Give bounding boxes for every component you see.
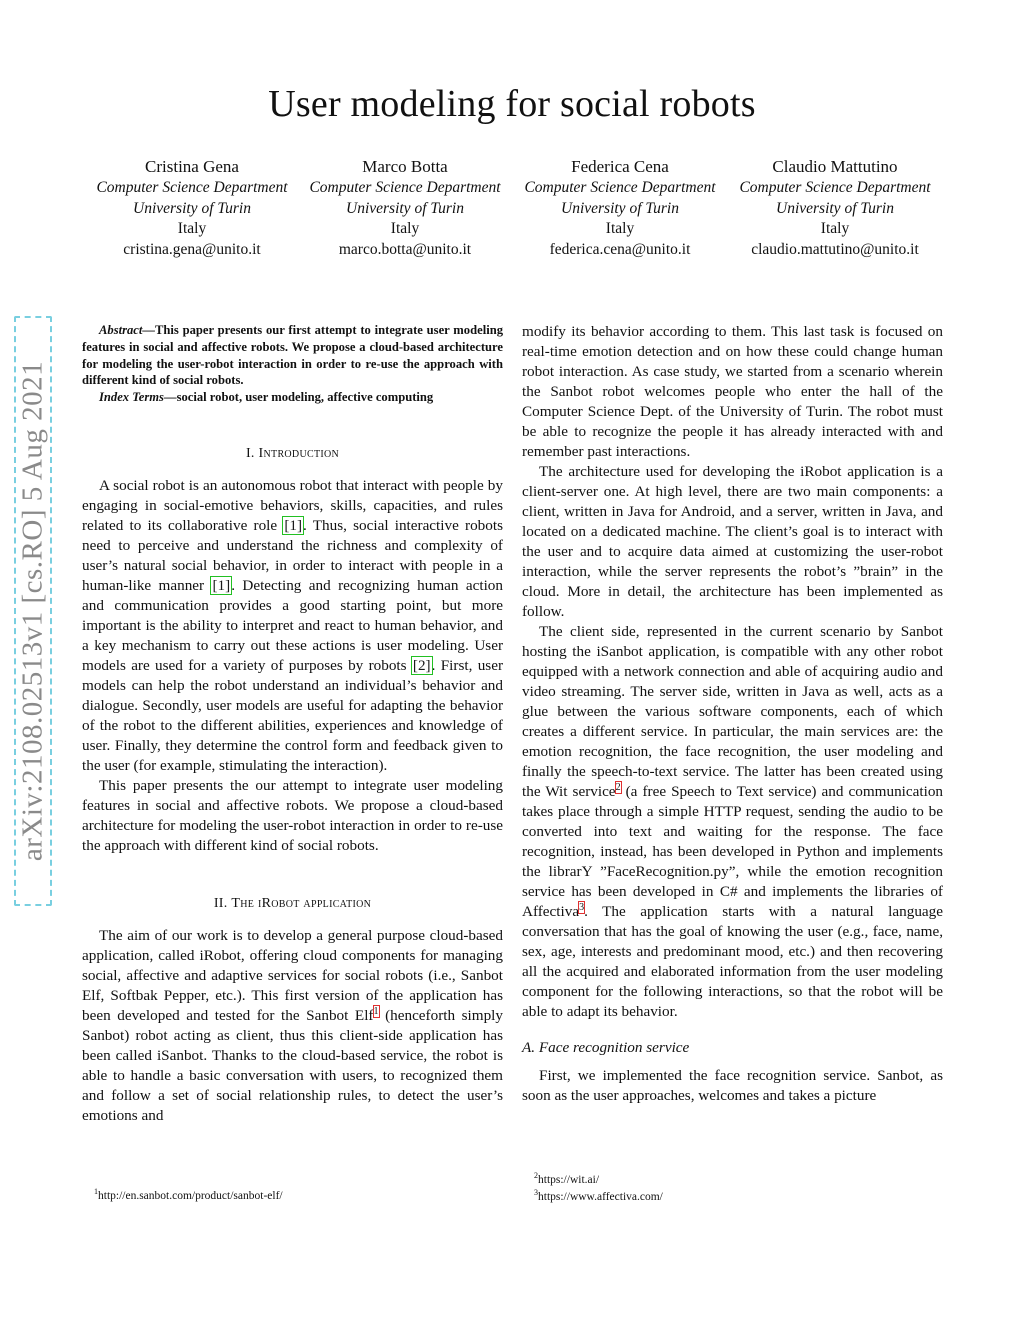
- citation-link[interactable]: [1]: [284, 516, 303, 534]
- author-email[interactable]: federica.cena@unito.it: [549, 240, 691, 258]
- author-name: Federica Cena: [571, 157, 669, 176]
- footnote-url[interactable]: http://en.sanbot.com/product/sanbot-elf/: [98, 1189, 283, 1202]
- text-span: (henceforth simply Sanbot) robot acting as client, thus this client-side application has been called iSanbot. Thanks to the cloud-based service, the robot is able to handle a basic conversation with users, to recognized them and follow a set of social relationship rules, to detect the user’s emotions and: [82, 1006, 503, 1124]
- left-column: [82, 322, 503, 1126]
- footnote-link[interactable]: 1: [373, 1005, 379, 1017]
- body-paragraph: First, we implemented the face recognition service. Sanbot, as soon as the user approaches, welcomes and takes a picture: [522, 1067, 943, 1104]
- author-univ: University of Turin: [346, 199, 464, 217]
- footnote-url[interactable]: https://wit.ai/: [538, 1173, 600, 1186]
- arxiv-identifier-stamp[interactable]: [14, 316, 52, 906]
- author-dept: Computer Science Department: [739, 179, 931, 196]
- author-country: Italy: [820, 220, 850, 237]
- footnote: [94, 1184, 283, 1204]
- author-email[interactable]: claudio.mattutino@unito.it: [751, 240, 919, 258]
- citation-link[interactable]: [2]: [412, 656, 431, 674]
- author-country: Italy: [390, 220, 420, 237]
- author-name: Marco Botta: [362, 157, 448, 176]
- author-country: Italy: [177, 220, 207, 237]
- text-span: . The application starts with a natural language conversation that has the goal of knowing the user (e.g., face, name, sex, age, interests and predominant mood, etc.) and then recovering all the acquired and elaborated information from the user modeling component for the following interactions, so that the robot will be able to adapt its behavior.: [522, 903, 943, 1020]
- author-country: Italy: [605, 220, 635, 237]
- author-dept: Computer Science Department: [524, 179, 716, 196]
- right-column: [522, 322, 943, 1106]
- section-number: II.: [213, 895, 228, 911]
- author-dept: Computer Science Department: [309, 179, 501, 196]
- author-block: [84, 156, 300, 260]
- body-paragraph: [82, 926, 503, 1126]
- intro-paragraph: [82, 476, 503, 776]
- section-heading: [82, 894, 503, 914]
- citation-link[interactable]: [1]: [212, 576, 231, 594]
- intro-paragraph: This paper presents the our attempt to integrate user modeling features in social and affective robots. We propose a cloud-based architecture for modeling the user-robot interaction in order to re-use the approach with different kind of social robots.: [82, 776, 503, 854]
- section-title: The iRobot application: [231, 895, 372, 911]
- author-univ: University of Turin: [133, 199, 251, 217]
- author-email[interactable]: marco.botta@unito.it: [338, 240, 472, 258]
- author-name: Cristina Gena: [145, 157, 239, 176]
- footnote-link[interactable]: 3: [579, 901, 585, 913]
- text-span: . Thus, social interactive robots need to perceive and understand the richness and complexity of user’s natural social behavior, in order to interact with people in a human-like manner: [82, 516, 503, 594]
- text-span: A social robot is an autonomous robot that interact with people by engaging in social-emotive behaviors, skills, capacities, and rules related to its collaborative role: [82, 476, 503, 534]
- index-terms: [82, 389, 503, 406]
- footnote-number: 3: [534, 1188, 538, 1197]
- index-terms-label: Index Terms—: [99, 390, 177, 405]
- subsection-heading: A. Face recognition service: [522, 1039, 690, 1056]
- abstract-label: Abstract—: [99, 323, 155, 337]
- section-heading: [82, 444, 503, 464]
- author-block: [727, 156, 943, 260]
- section-number: I.: [245, 445, 255, 461]
- body-paragraph: modify its behavior according to them. This last task is focused on real-time emotion detection and on how these could change human robot interaction. As case study, we started from a scenario wherein the Sanbot robot welcomes people who enter the hall of the Computer Science Dept. of the University of Turin. The robot must be able to recognize the people it has already interacted with and remember past interactions.: [522, 323, 943, 460]
- author-block: [297, 156, 513, 260]
- footnote-number: 1: [94, 1187, 98, 1196]
- paper-title: User modeling for social robots: [268, 83, 756, 125]
- footnote-url[interactable]: https://www.affectiva.com/: [538, 1190, 663, 1203]
- text-span: (a free Speech to Text service) and communication takes place through a simple HTTP request, sending the audio to be converted into text and waiting for the response. The face recognition, instead, has been developed in Python and implements the librarY ”FaceRecognition.py”, while the emotion recognition service has been developed in C# and implements the libraries of Affectiva: [522, 783, 944, 920]
- index-terms-text: social robot, user modeling, affective computing: [176, 390, 434, 405]
- arxiv-identifier: arXiv:2108.02513v1 [cs.RO] 5 Aug 2021: [16, 360, 49, 862]
- author-name: Claudio Mattutino: [772, 157, 898, 176]
- section-title: Introduction: [258, 445, 340, 461]
- author-block: [512, 156, 728, 260]
- body-paragraph: [522, 622, 943, 1022]
- text-span: . First, user models can help the robot understand an individual’s behavior and dialogue. Secondly, user models are useful for adapting the behavior of the robot to the different abilities, experiences and knowledge of user. Finally, they determine the control form and feedback given to the user (for example, stimulating the interaction).: [82, 656, 504, 774]
- author-dept: Computer Science Department: [96, 179, 288, 196]
- abstract-text: This paper presents our first attempt to integrate user modeling features in social and affective robots. We propose a cloud-based architecture for modeling the user-robot interaction in order to re-use the approach with different kind of social robots.: [82, 323, 503, 388]
- footnote-number: 2: [534, 1171, 538, 1180]
- text-span: . Detecting and recognizing human action and communication provides a good starting point, but more important is the ability to interpret and react to human behavior, and a key mechanism to carry out these actions is user modeling. User models are used for a variety of purposes by robots: [82, 576, 503, 674]
- text-span: The aim of our work is to develop a general purpose cloud-based application, called iRobot, offering cloud components for managing social, affective and adaptive services for social robots (i.e., Sanbot Elf, Softbak Pepper, etc.). This first version of the application has been developed and tested for the Sanbot Elf: [82, 926, 503, 1024]
- author-univ: University of Turin: [561, 199, 679, 217]
- author-email[interactable]: cristina.gena@unito.it: [123, 240, 261, 258]
- body-paragraph: The architecture used for developing the iRobot application is a client-server one. At high level, there are two main components: a client, written in Java for Android, and a server, written in Java, and located on a dedicated machine. The client’s goal is to interact with the user and to acquire data aimed at customizing the user-robot interaction, while the server represents the robot’s ”brain” in the cloud. More in detail, the architecture has been implemented as follow.: [522, 463, 943, 620]
- abstract: [82, 322, 503, 389]
- footnote-link[interactable]: 2: [615, 781, 621, 793]
- author-univ: University of Turin: [776, 199, 894, 217]
- footnote: [534, 1185, 663, 1205]
- text-span: The client side, represented in the current scenario by Sanbot hosting the iSanbot application, is compatible with any other robot equipped with a network connection and able of acquiring audio and video streaming. The server side, written in Java as well, acts as a glue between the various software components, each of which creates a different service. In particular, the main services are: the emotion recognition, the face recognition, the user modeling and finally the speech-to-text service. The latter has been created using the Wit service: [522, 623, 943, 800]
